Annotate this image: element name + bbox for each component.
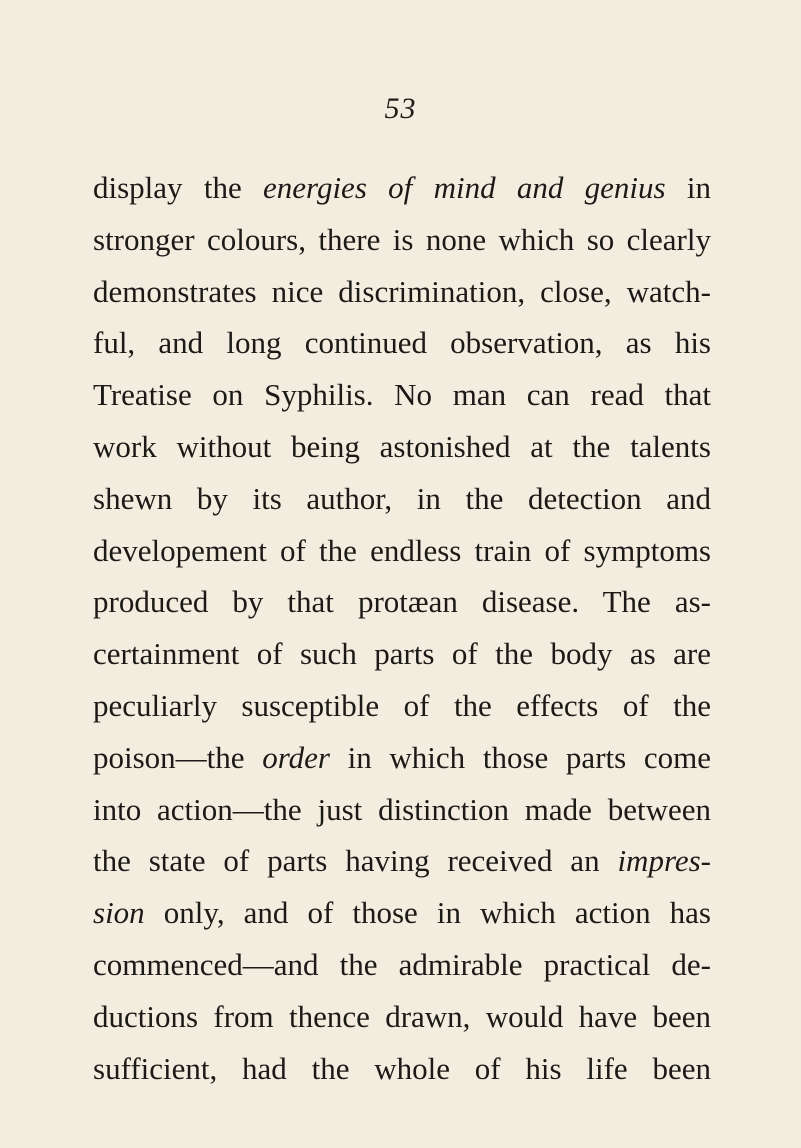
text-segment: ductions from thence drawn, would have been [93,998,711,1034]
italic-text: order [262,739,330,775]
italic-text: impres- [617,843,711,879]
text-line [93,421,711,473]
italic-text: sion [93,895,145,931]
body-text [93,162,711,1094]
text-segment: in [665,170,711,205]
text-segment: stronger colours, there is none which so clearly [93,221,711,257]
text-segment: commenced—and the admirable practical de- [93,946,711,982]
text-line [93,576,711,628]
text-line [93,214,711,266]
italic-text: energies of mind and genius [263,170,666,205]
text-line [93,732,711,784]
text-line [93,1043,711,1095]
text-line [93,525,711,577]
text-segment: peculiarly susceptible of the effects of the [93,687,711,723]
text-line [93,835,711,887]
page-number: 53 [384,92,417,125]
text-line [93,784,711,836]
text-segment: poison—the [93,739,263,775]
text-line [93,473,711,525]
text-segment: Treatise on Syphilis. No man can read that [93,377,711,413]
text-line [93,628,711,680]
text-line [93,939,711,991]
text-segment: certainment of such parts of the body as are [93,636,711,672]
text-line [93,369,711,421]
text-line [93,266,711,318]
text-segment: developement of the endless train of symptoms [93,532,711,568]
text-segment: display the [93,170,264,205]
text-line [93,887,711,939]
text-line [93,991,711,1043]
text-segment: in which those parts come [329,739,711,775]
text-segment: work without being astonished at the talents [93,428,711,464]
text-segment: into action—the just distinction made between [93,791,711,827]
text-line [93,317,711,369]
text-segment: the state of parts having received an [93,843,618,879]
text-segment: only, and of those in which action has [144,895,711,931]
text-segment: ful, and long continued observation, as his [93,325,711,361]
text-line [93,680,711,732]
text-segment: demonstrates nice discrimination, close, watch- [93,273,711,309]
text-segment: sufficient, had the whole of his life been [93,1050,711,1086]
text-segment: produced by that protæan disease. The as- [93,584,711,620]
text-line [93,162,711,214]
text-segment: shewn by its author, in the detection and [93,480,711,516]
